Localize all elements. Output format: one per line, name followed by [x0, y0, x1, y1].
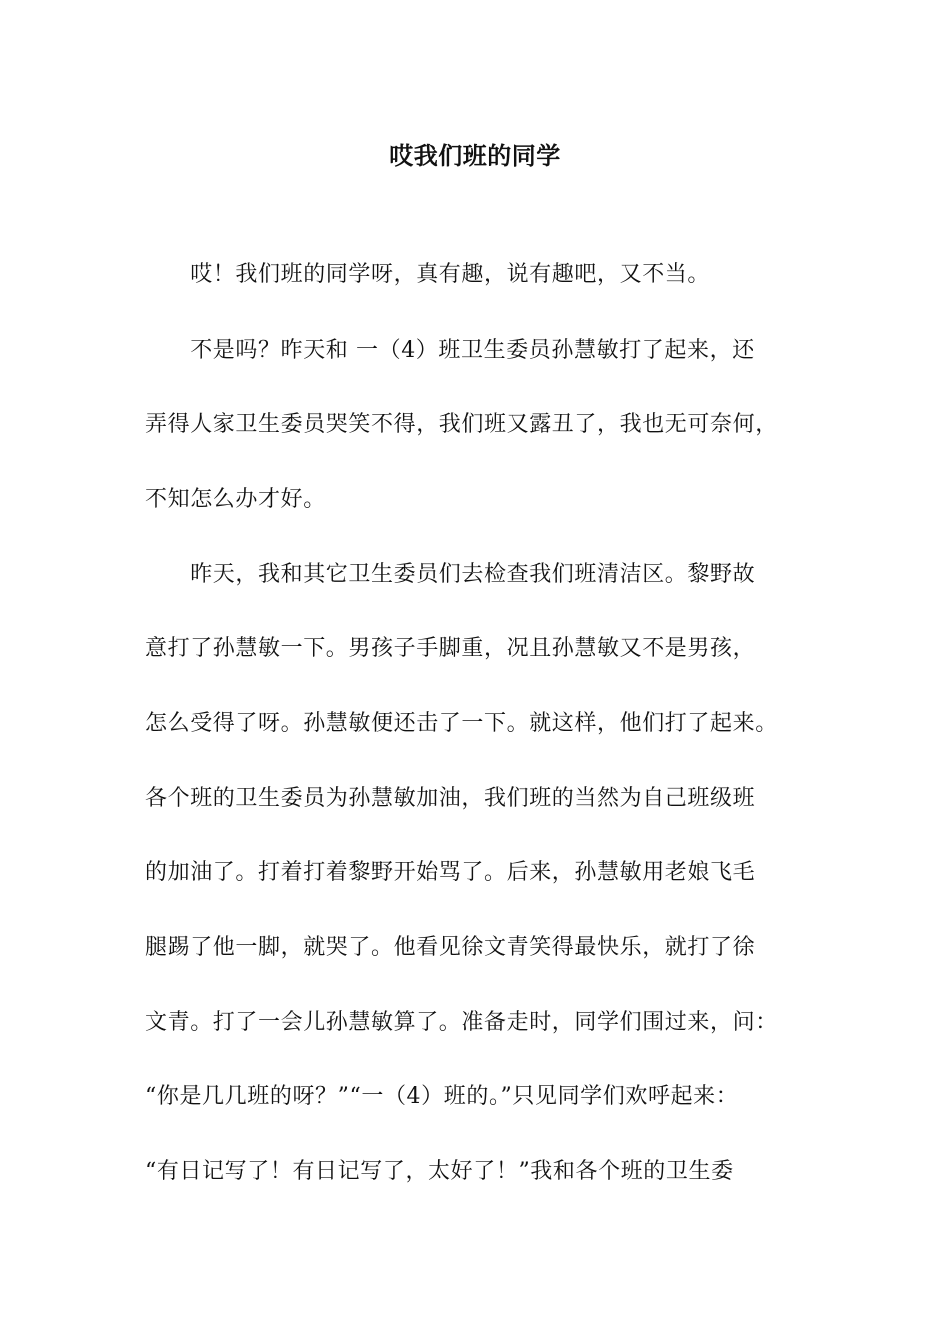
text-line: 不是吗？昨天和 一（4）班卫生委员孙慧敏打了起来，还	[145, 338, 755, 363]
text-line: 哎！我们班的同学呀，真有趣，说有趣吧，又不当。	[145, 262, 711, 287]
text-line: “有日记写了！有日记写了，太好了！”我和各个班的卫生委	[145, 1159, 734, 1184]
text-line: 腿踢了他一脚，就哭了。他看见徐文青笑得最快乐，就打了徐	[145, 935, 756, 960]
text-line: 文青。打了一会儿孙慧敏算了。准备走时，同学们围过来，问：	[145, 1010, 778, 1035]
text-line: 弄得人家卫生委员哭笑不得，我们班又露丑了，我也无可奈何，	[145, 412, 778, 437]
text-line: 怎么受得了呀。孙慧敏便还击了一下。就这样，他们打了起来。	[145, 711, 778, 736]
text-line: 昨天，我和其它卫生委员们去检查我们班清洁区。黎野故	[145, 562, 756, 587]
text-line: 各个班的卫生委员为孙慧敏加油，我们班的当然为自己班级班	[145, 786, 756, 811]
text-line: 不知怎么办才好。	[145, 487, 326, 512]
document-title: 哎我们班的同学	[389, 142, 561, 170]
text-line: 意打了孙慧敏一下。男孩子手脚重，况且孙慧敏又不是男孩，	[145, 636, 756, 661]
text-line: 的加油了。打着打着黎野开始骂了。后来，孙慧敏用老娘飞毛	[145, 860, 756, 885]
text-line: “你是几几班的呀？”“一（4）班的。”只见同学们欢呼起来：	[145, 1084, 739, 1109]
